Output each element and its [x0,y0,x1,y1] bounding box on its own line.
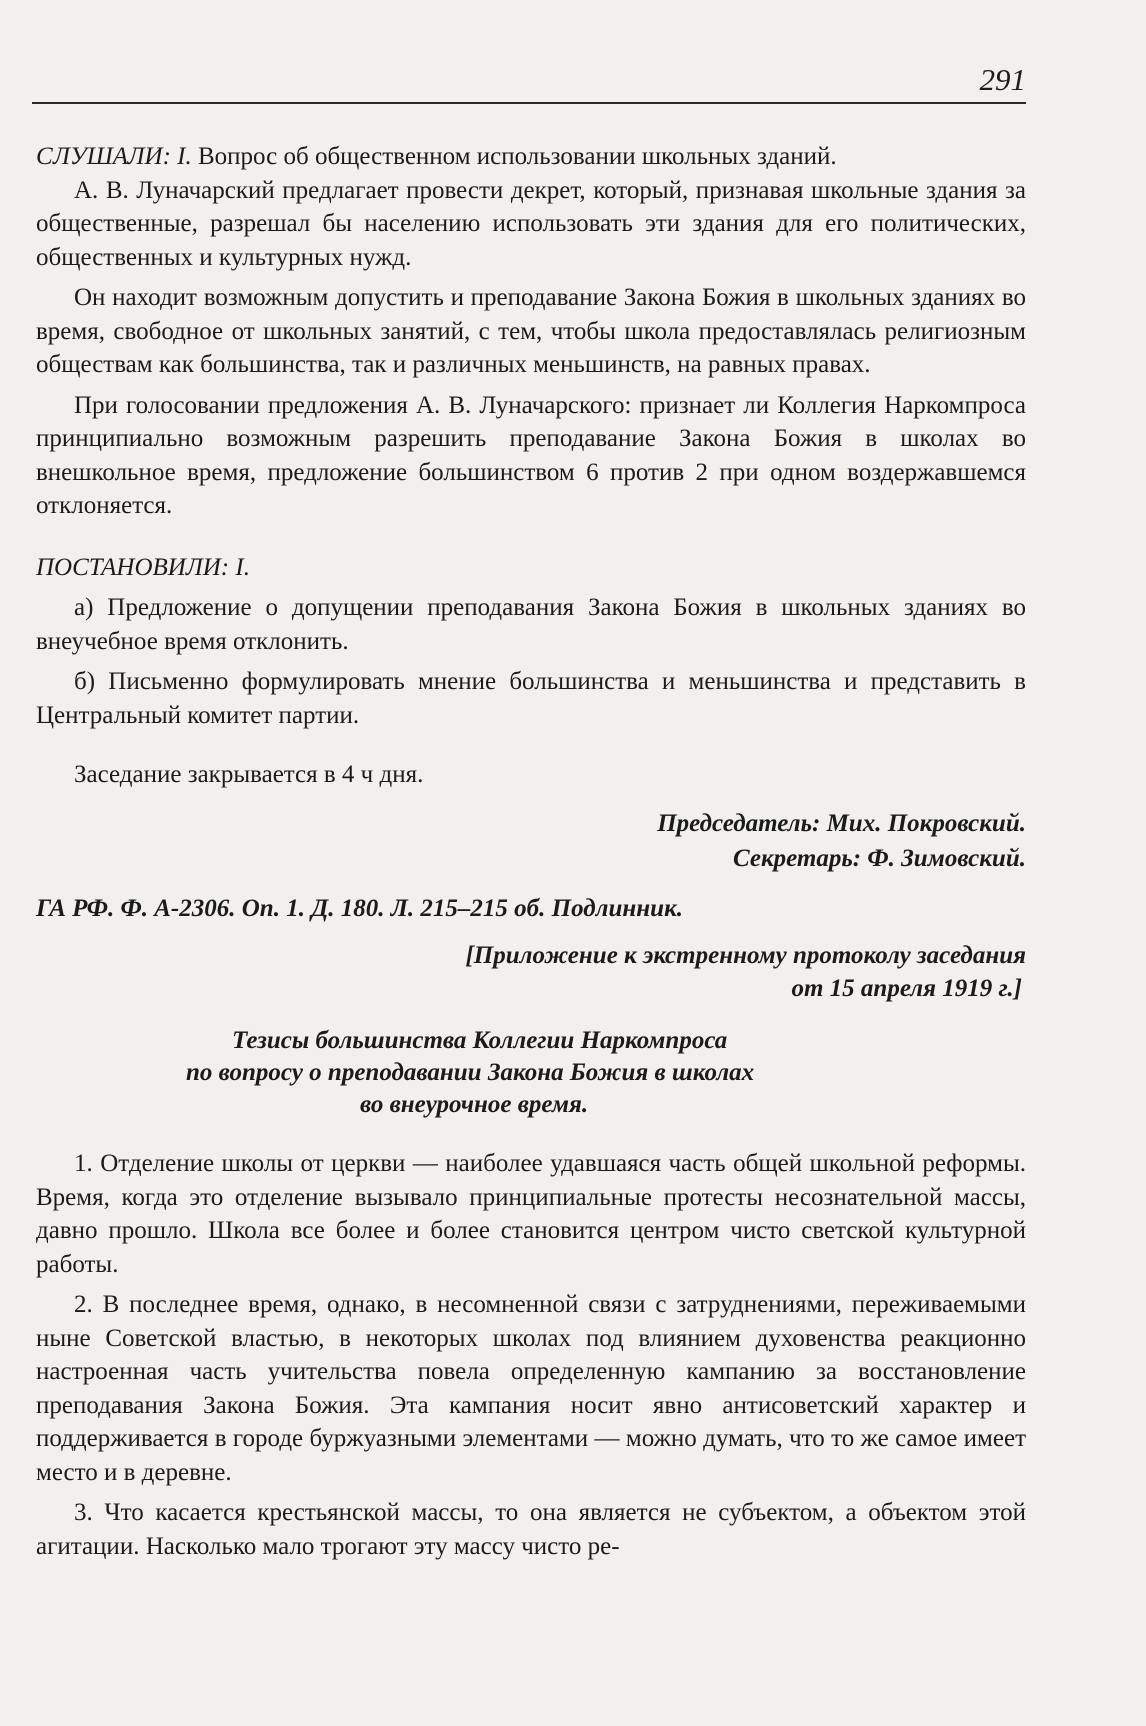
heard-paragraph: А. В. Луначарский предлагает провести декрет, который, признавая школьные здания за общественные, разрешал бы населению использовать эти здания для его политических, общественных и культурных нужд. [36,176,1026,271]
thesis-item: 2. В последнее время, однако, в несомненной связи с затруднениями, переживаемыми ныне Советской властью, в некоторых школах под влиянием духовенства реакционно настроенная часть учительства повела определенную кампанию за восстановление преподавания Закона Божия. Эта кампания носит явно антисоветский характер и поддерживается в городе буржуазными элементами — можно думать, что то же самое имеет место и в деревне. [36,1291,1026,1486]
heard-title: Вопрос об общественном использовании школьных зданий. [191,143,837,170]
theses-title-line: Тезисы большинства Коллегии Наркомпроса [232,1027,728,1054]
resolved-heading: ПОСТАНОВИЛИ: I. [36,553,250,581]
appendix-heading [36,939,1026,1005]
heard-label: СЛУШАЛИ: I. [36,143,192,170]
page-number: 291 [979,62,1026,97]
thesis-item: 1. Отделение школы от церкви — наиболее удавшаяся часть общей школьной реформы. Время, когда это отделение вызывало принципиальные протесты несознательной массы, давно прошло. Школа все более и более становится центром чисто светской культурной работы. [36,1150,1026,1278]
archive-source: ГА РФ. Ф. А-2306. Оп. 1. Д. 180. Л. 215–215 об. Подлинник. [36,894,683,922]
secretary-signature: Секретарь: Ф. Зимовский. [733,844,1026,872]
running-header [32,58,1026,104]
appendix-line: от 15 апреля 1919 г.] [791,975,1022,1002]
signatures [36,806,1026,876]
appendix-line: [Приложение к экстренному протоколу заседания [465,942,1026,969]
theses-title-line: по вопросу о преподавании Закона Божия в школах [186,1059,755,1086]
heard-paragraph: Он находит возможным допустить и преподавание Закона Божия в школьных зданиях во время, свободное от школьных занятий, с тем, чтобы школа предоставлялась религиозным обществам как большинства, так и различных меньшинств, на равных правах. [36,284,1026,378]
closing-note: Заседание закрывается в 4 ч дня. [74,761,424,788]
page-body [36,140,1026,1563]
theses-list [36,1147,1026,1563]
heard-heading [36,140,1026,174]
theses-title [36,1025,1026,1121]
theses-title-line: во внеурочное время. [360,1091,589,1118]
heard-paragraph: При голосовании предложения А. В. Луначарского: признает ли Коллегия Наркомпроса принципиально возможным разрешить преподавание Закона Божия в школах во внешкольное время, предложение большинством 6 против 2 при одном воздержавшемся отклоняется. [36,391,1026,519]
resolution-item: а) Предложение о допущении преподавания Закона Божия в школьных зданиях во внеучебное время отклонить. [36,594,1026,655]
chairman-signature: Председатель: Мих. Покровский. [657,809,1026,837]
thesis-item: 3. Что касается крестьянской массы, то она является не субъектом, а объектом этой агитации. Насколько мало трогают эту массу чисто ре- [36,1499,1026,1560]
resolution-item: б) Письменно формулировать мнение большинства и меньшинства и представить в Центральный комитет партии. [36,668,1026,729]
